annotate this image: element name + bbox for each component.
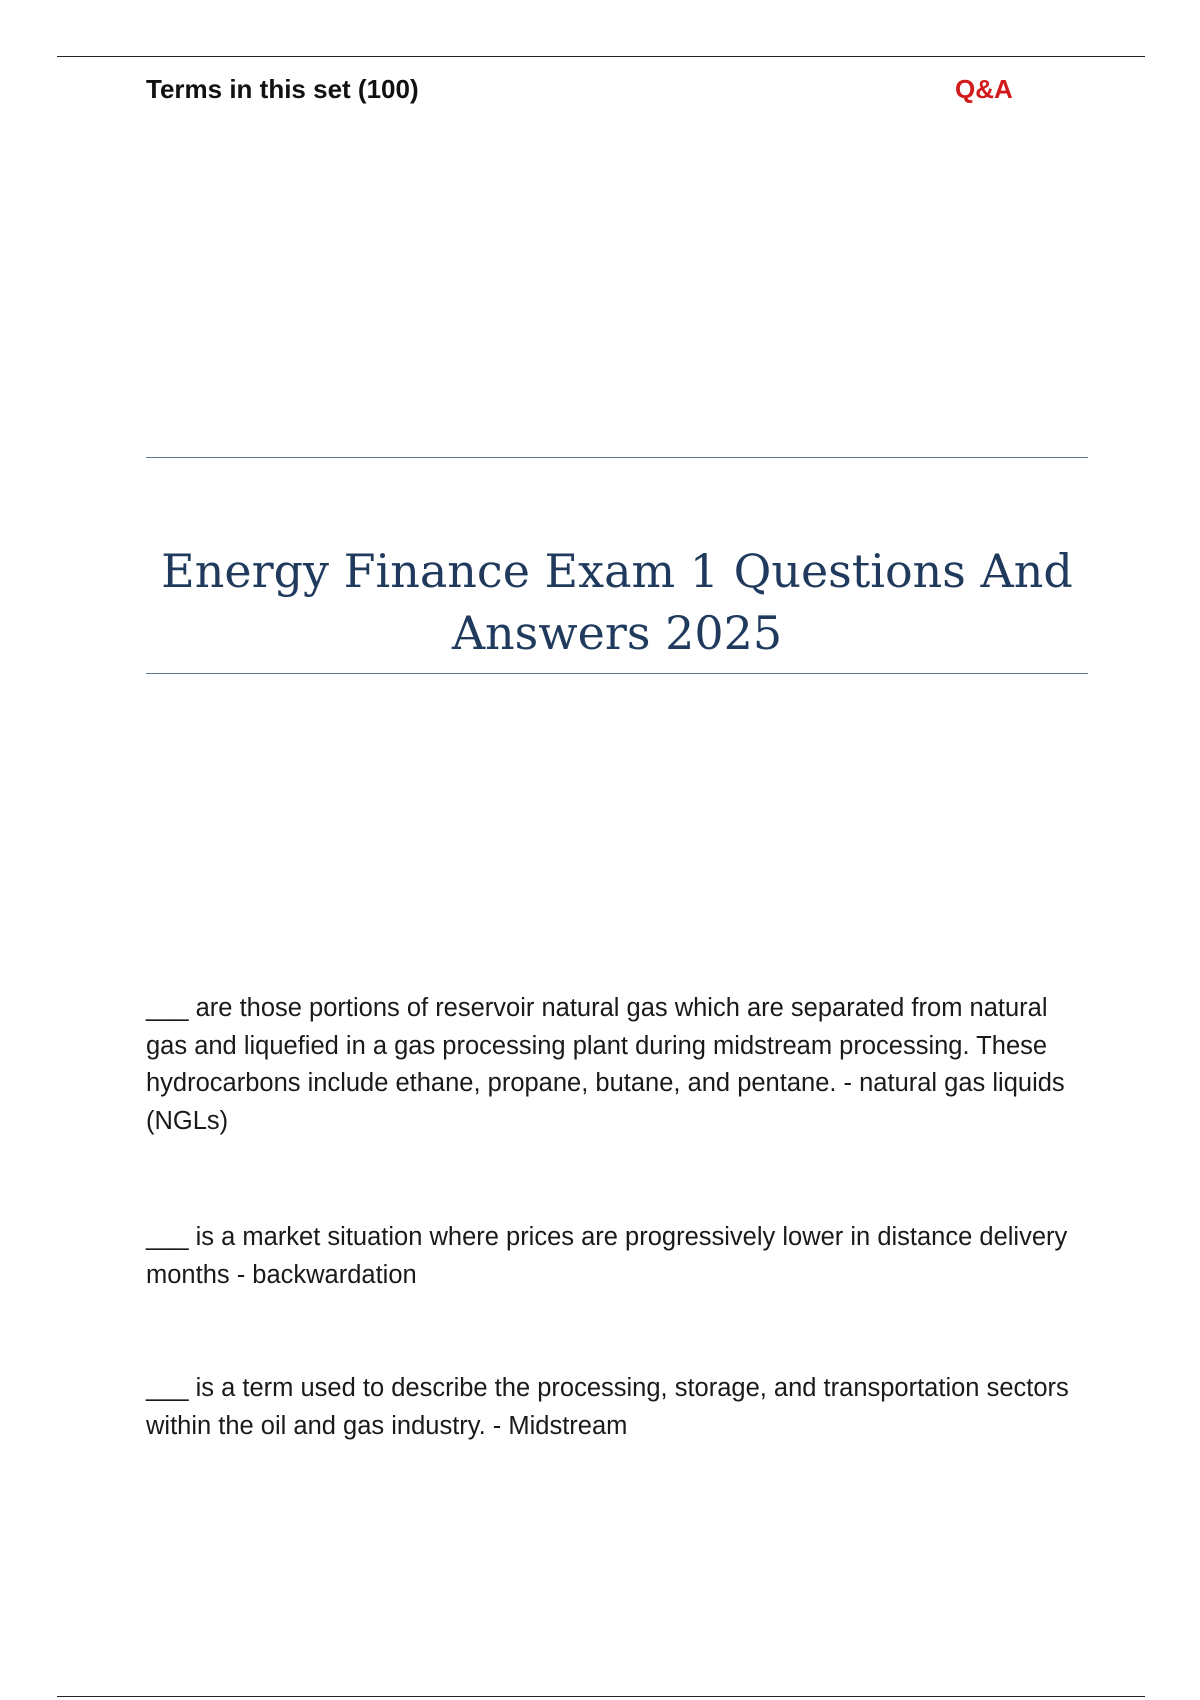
qa-item: ___ are those portions of reservoir natural gas which are separated from natural gas and liquefied in a gas processing plant during midstream processing. These hydrocarbons include ethane, propane, butane, and pentane. - natural gas liquids (NGLs) [146,994,1065,1135]
qa-tag: Q&A [955,74,1013,104]
document-title: Energy Finance Exam 1 Questions And Answers 2025 [161,544,1073,660]
title-top-rule [146,457,1088,458]
qa-item: ___ is a term used to describe the processing, storage, and transportation sectors within the oil and gas industry. - Midstream [146,1374,1069,1440]
top-divider [57,56,1145,57]
qa-item: ___ is a market situation where prices are progressively lower in distance delivery months - backwardation [146,1223,1068,1289]
terms-count-label: Terms in this set (100) [146,74,419,104]
title-bottom-rule [146,673,1088,674]
bottom-divider [57,1696,1145,1697]
